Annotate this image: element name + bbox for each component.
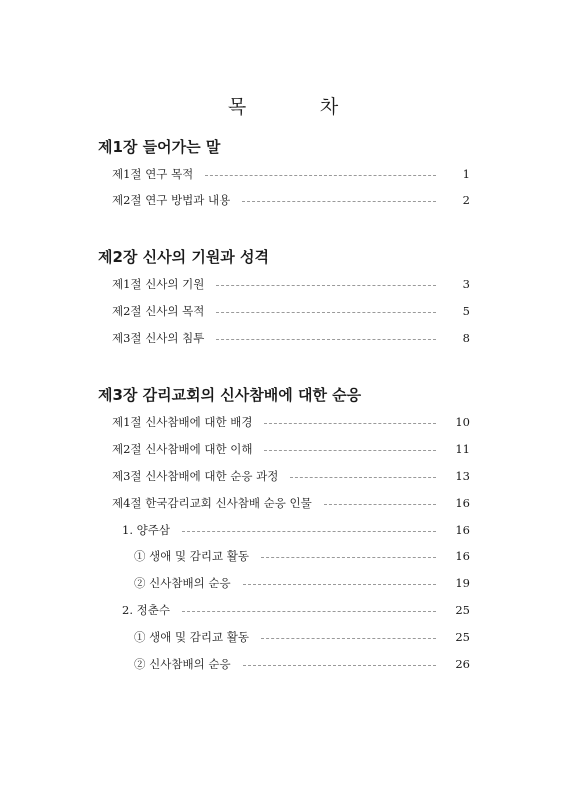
- entry-page-number: 25: [455, 630, 470, 644]
- title-part-1: 목: [227, 96, 247, 118]
- toc-entry-ch2-sec1: [112, 276, 470, 292]
- dot-leader: [324, 504, 436, 505]
- entry-label: ① 생애 및 감리교 활동: [134, 549, 249, 563]
- dot-leader: [264, 450, 436, 451]
- toc-entry-ch2-sec2: [112, 303, 470, 319]
- entry-label: 제1절 연구 목적: [112, 167, 194, 181]
- toc-entry-ch1-sec1: [112, 166, 470, 182]
- toc-entry-ch3-sec1: [112, 414, 470, 430]
- chapter-3-heading: 제3장 감리교회의 신사참배에 대한 순응: [98, 386, 362, 404]
- dot-leader: [261, 557, 436, 558]
- entry-page-number: 19: [455, 576, 470, 590]
- entry-label: 제2절 신사의 목적: [112, 304, 205, 318]
- chapter-1-heading: 제1장 들어가는 말: [98, 138, 221, 156]
- entry-label: 제3절 신사참배에 대한 순응 과정: [112, 469, 279, 483]
- toc-entry-person-2: [122, 602, 470, 618]
- entry-page-number: 2: [462, 193, 470, 207]
- entry-label: ① 생애 및 감리교 활동: [134, 630, 249, 644]
- toc-entry-person-1-sub1: [134, 548, 470, 564]
- entry-label: ② 신사참배의 순응: [134, 576, 231, 590]
- dot-leader: [216, 312, 436, 313]
- entry-label: 1. 양주삼: [122, 523, 170, 537]
- entry-label: 제1절 신사의 기원: [112, 277, 205, 291]
- dot-leader: [242, 201, 436, 202]
- chapter-2-heading: 제2장 신사의 기원과 성격: [98, 248, 270, 266]
- dot-leader: [205, 175, 436, 176]
- entry-page-number: 5: [462, 304, 470, 318]
- entry-page-number: 11: [455, 442, 470, 456]
- entry-label: 제2절 연구 방법과 내용: [112, 193, 231, 207]
- entry-label: 제1절 신사참배에 대한 배경: [112, 415, 253, 429]
- toc-entry-person-2-sub2: [134, 656, 470, 672]
- entry-label: 제2절 신사참배에 대한 이해: [112, 442, 253, 456]
- toc-entry-person-1: [122, 522, 470, 538]
- dot-leader: [182, 611, 436, 612]
- entry-page-number: 16: [455, 549, 470, 563]
- entry-label: 제3절 신사의 침투: [112, 331, 205, 345]
- entry-page-number: 25: [455, 603, 470, 617]
- toc-entry-ch2-sec3: [112, 330, 470, 346]
- entry-page-number: 8: [462, 331, 470, 345]
- entry-page-number: 10: [455, 415, 470, 429]
- dot-leader: [243, 584, 436, 585]
- dot-leader: [216, 285, 436, 286]
- entry-page-number: 1: [462, 167, 470, 181]
- toc-entry-ch3-sec2: [112, 441, 470, 457]
- toc-entry-ch1-sec2: [112, 192, 470, 208]
- dot-leader: [264, 423, 436, 424]
- dot-leader: [182, 531, 436, 532]
- title-part-2: 차: [319, 96, 339, 118]
- entry-page-number: 16: [455, 496, 470, 510]
- entry-page-number: 16: [455, 523, 470, 537]
- toc-entry-person-1-sub2: [134, 575, 470, 591]
- dot-leader: [290, 477, 436, 478]
- entry-page-number: 26: [455, 657, 470, 671]
- entry-page-number: 13: [455, 469, 470, 483]
- dot-leader: [216, 339, 436, 340]
- toc-entry-ch3-sec3: [112, 468, 470, 484]
- entry-label: 제4절 한국감리교회 신사참배 순응 인물: [112, 496, 312, 510]
- entry-label: ② 신사참배의 순응: [134, 657, 231, 671]
- page-title: [0, 92, 566, 119]
- toc-entry-ch3-sec4: [112, 495, 470, 511]
- entry-label: 2. 정춘수: [122, 603, 170, 617]
- dot-leader: [261, 638, 436, 639]
- dot-leader: [243, 665, 436, 666]
- entry-page-number: 3: [462, 277, 470, 291]
- toc-entry-person-2-sub1: [134, 629, 470, 645]
